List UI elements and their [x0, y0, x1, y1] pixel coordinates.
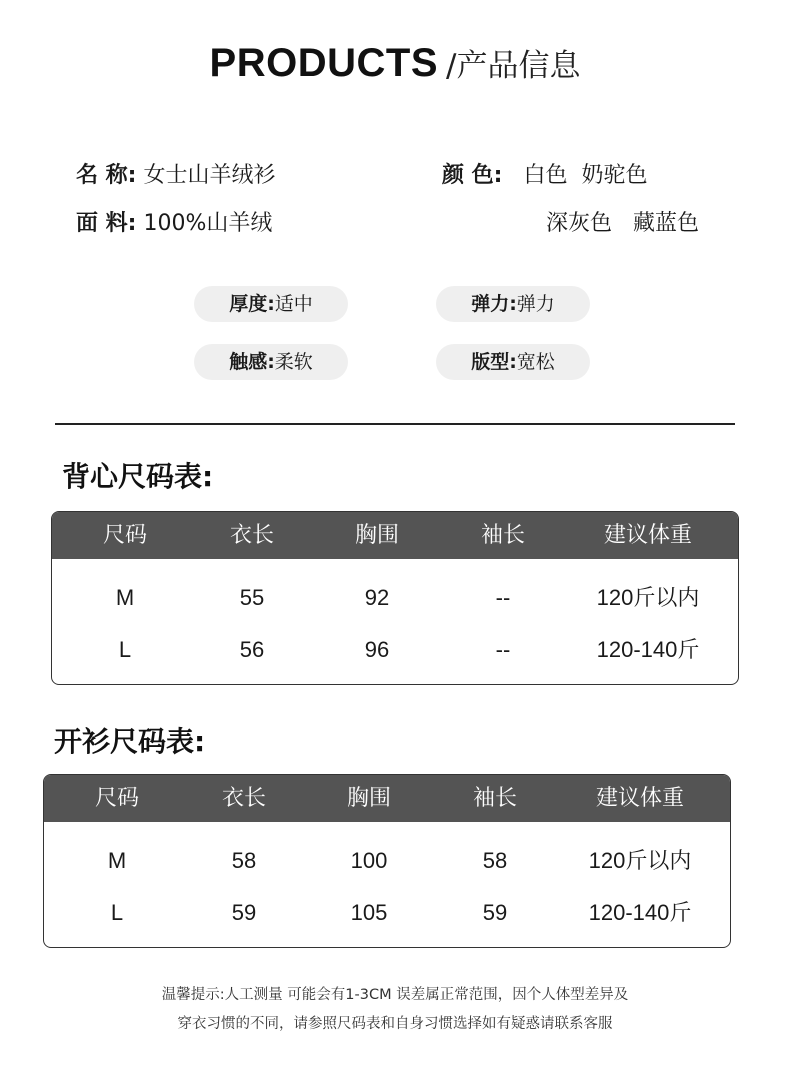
table-cell: 59 [482, 900, 508, 925]
pill-label: 版型: [471, 351, 517, 373]
color-label: 颜 色: [442, 163, 503, 188]
header-cell: 胸围 [354, 523, 399, 548]
table-body [44, 822, 730, 939]
table-cell: L [118, 637, 132, 662]
page-title [0, 40, 790, 86]
elasticity-pill [436, 286, 590, 322]
table-cell: M [115, 585, 135, 610]
fit-pill [436, 344, 590, 380]
pill-value: 适中 [274, 293, 313, 315]
name-row [76, 158, 275, 189]
table-cell: 105 [350, 900, 388, 925]
thickness-pill [194, 286, 348, 322]
color-row [442, 158, 647, 189]
table-cell: 59 [231, 900, 257, 925]
vest-table-title: 背心尺码表: [62, 460, 214, 493]
header-cell: 袖长 [472, 786, 517, 811]
material-value: 100%山羊绒 [143, 211, 273, 236]
divider [55, 423, 735, 425]
table-header [52, 512, 738, 559]
header-cell: 建议体重 [603, 523, 692, 548]
pill-value: 柔软 [274, 351, 313, 373]
table-cell: 120-140斤 [588, 900, 692, 925]
table-cell: 120斤以内 [588, 848, 692, 873]
color-values-line1: 白色 奶驼色 [523, 163, 648, 188]
cardigan-size-table [43, 774, 731, 948]
pill-label: 弹力: [471, 293, 517, 315]
table-body [52, 559, 738, 676]
pill-label: 厚度: [229, 293, 275, 315]
pill-value: 宽松 [516, 351, 555, 373]
table-cell: 55 [239, 585, 265, 610]
note-line-1: 温馨提示:人工测量 可能会有1-3CM 误差属正常范围，因个人体型差异及 [161, 987, 629, 1003]
name-label: 名 称: [76, 163, 137, 188]
pill-value: 弹力 [516, 293, 555, 315]
table-cell: 92 [364, 585, 390, 610]
header-cell: 尺码 [94, 786, 139, 811]
table-cell: 58 [231, 848, 257, 873]
table-cell: -- [495, 585, 511, 610]
table-cell: 120-140斤 [596, 637, 700, 662]
table-cell: -- [495, 637, 511, 662]
cardigan-table-title: 开衫尺码表: [54, 725, 206, 758]
table-cell: 58 [482, 848, 508, 873]
material-row [76, 206, 272, 237]
header-cell: 衣长 [229, 523, 274, 548]
table-cell: 96 [364, 637, 390, 662]
header-cell: 衣长 [221, 786, 266, 811]
note-line-2: 穿衣习惯的不同，请参照尺码表和自身习惯选择如有疑惑请联系客服 [177, 1016, 613, 1032]
table-row [52, 624, 738, 676]
table-row [44, 887, 730, 939]
table-row [52, 572, 738, 624]
table-cell: 120斤以内 [596, 585, 700, 610]
table-cell: 100 [350, 848, 388, 873]
touch-pill [194, 344, 348, 380]
material-label: 面 料: [76, 211, 137, 236]
vest-size-table [51, 511, 739, 685]
header-cell: 胸围 [346, 786, 391, 811]
color-values-line2: 深灰色 藏蓝色 [546, 211, 699, 236]
title-cn: /产品信息 [446, 48, 581, 84]
table-cell: L [110, 900, 124, 925]
header-cell: 袖长 [480, 523, 525, 548]
pill-label: 触感: [229, 351, 275, 373]
header-cell: 建议体重 [595, 786, 684, 811]
title-en: PRODUCTS [209, 41, 438, 85]
name-value: 女士山羊绒衫 [143, 163, 276, 188]
header-cell: 尺码 [102, 523, 147, 548]
table-header [44, 775, 730, 822]
table-row [44, 835, 730, 887]
table-cell: M [107, 848, 127, 873]
table-cell: 56 [239, 637, 265, 662]
